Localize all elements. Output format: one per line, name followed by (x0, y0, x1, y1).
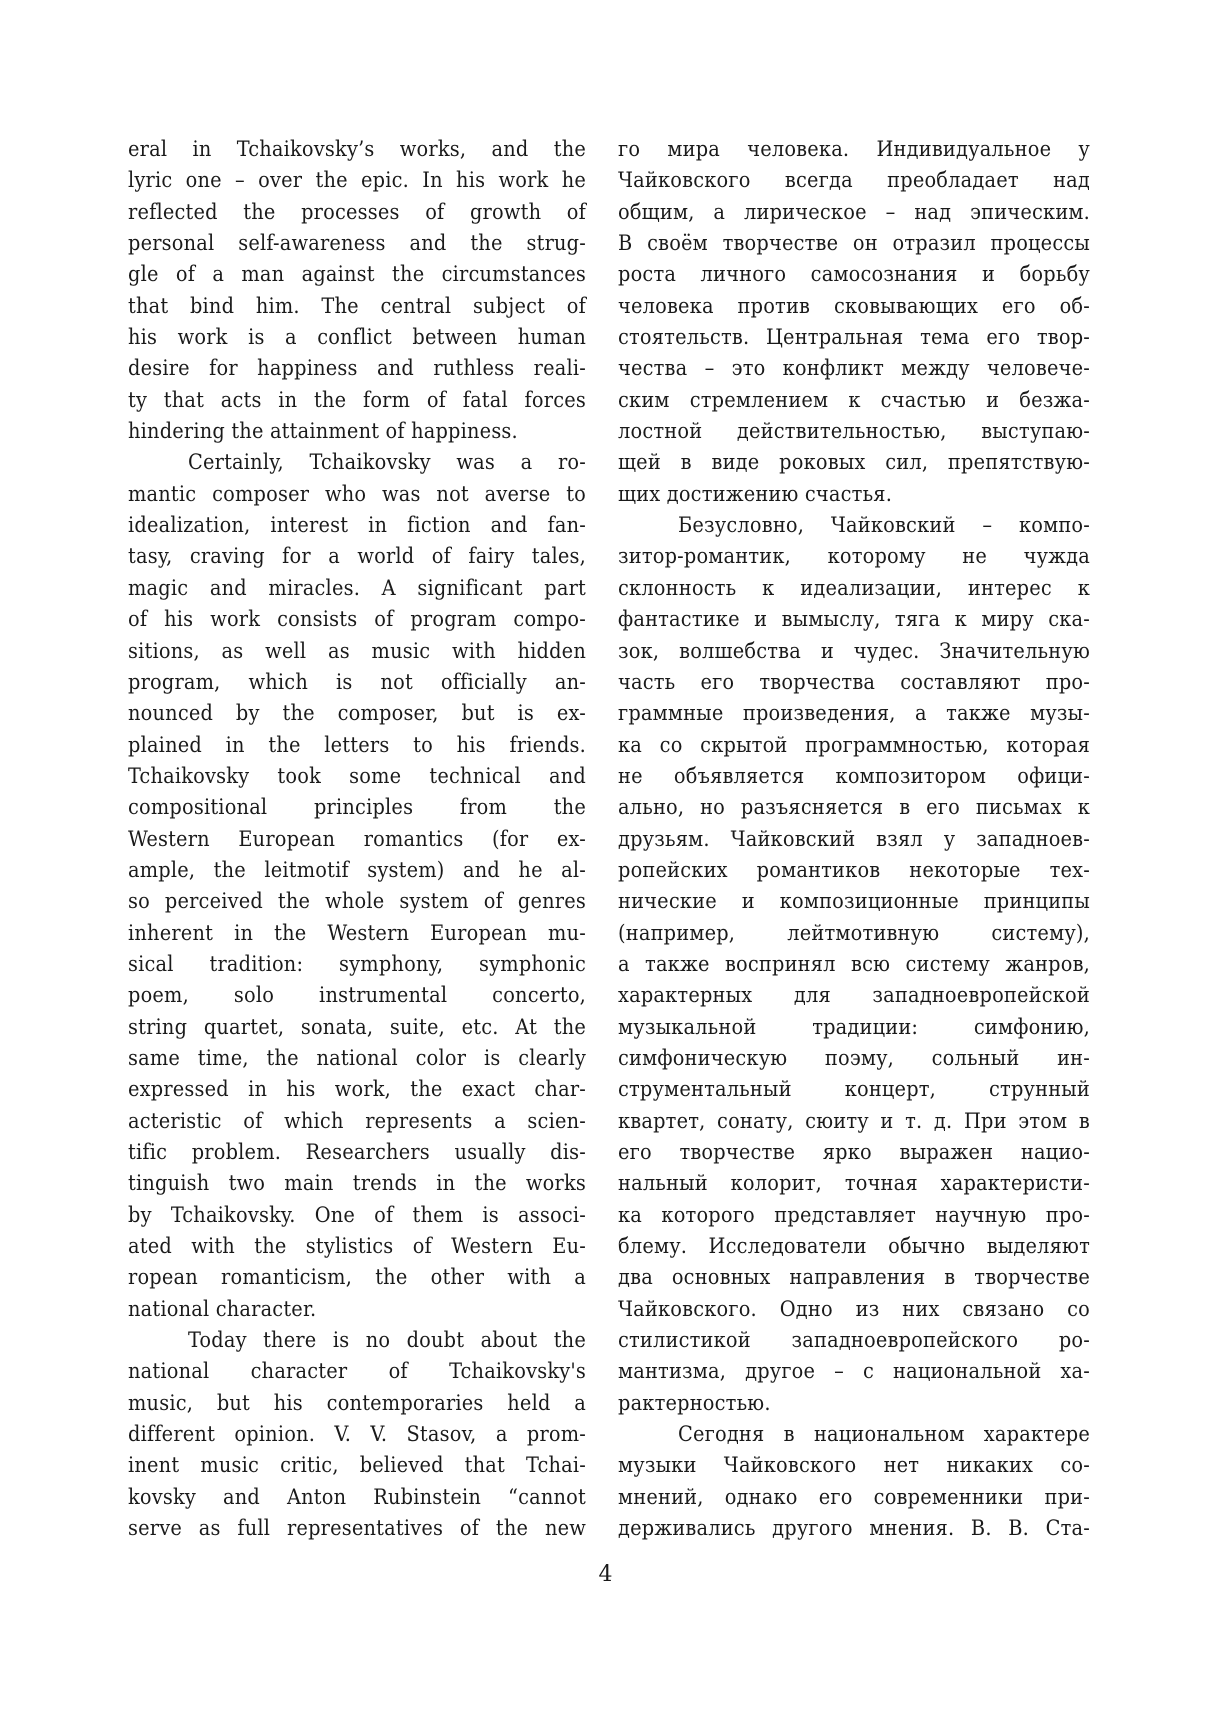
text-line: plained in the letters to his friends. (128, 732, 586, 758)
text-line: склонность к идеализации, интерес к (618, 575, 1090, 601)
text-line: стилистикой западноевропейского ро- (618, 1328, 1090, 1354)
text-line: Чайковского всегда преобладает над (618, 168, 1090, 194)
text-line: не объявляется композитором офици- (618, 763, 1090, 789)
text-line: ским стремлением к счастью и безжа- (618, 387, 1090, 413)
text-line: mantic composer who was not averse to (128, 481, 586, 507)
text-line: string quartet, sonata, suite, etc. At the (128, 1014, 586, 1040)
text-line: expressed in his work, the exact char- (128, 1077, 586, 1103)
text-line: same time, the national color is clearly (128, 1045, 586, 1071)
text-line: desire for happiness and ruthless reali- (128, 356, 586, 382)
text-line: ample, the leitmotif system) and he al- (128, 857, 586, 883)
text-line: стоятельств. Центральная тема его твор- (618, 325, 1090, 351)
text-line: sical tradition: symphony, symphonic (128, 951, 586, 977)
text-line: ропейских романтиков некоторые тех- (618, 857, 1090, 883)
text-line: фантастике и вымыслу, тяга к миру ска- (618, 607, 1090, 633)
text-line: граммные произведения, а также музы- (618, 701, 1090, 727)
text-line: serve as full representatives of the new (128, 1516, 586, 1542)
text-line: блему. Исследователи обычно выделяют (618, 1234, 1090, 1260)
text-line: человека против сковывающих его об- (618, 293, 1090, 319)
text-line: his work is a conflict between human (128, 325, 586, 351)
text-line: program, which is not officially an- (128, 669, 586, 695)
text-line: общим, а лирическое – над эпическим. (618, 199, 1090, 225)
text-line: music, but his contemporaries held a (128, 1390, 586, 1416)
text-line: Western European romantics (for ex- (128, 826, 586, 852)
text-line: magic and miracles. A significant part (128, 575, 586, 601)
text-line: lyric one – over the epic. In his work he (128, 168, 586, 194)
text-line: inent music critic, believed that Tchai- (128, 1453, 586, 1479)
text-line: acteristic of which represents a scien- (128, 1108, 586, 1134)
text-line: national character. (128, 1296, 317, 1322)
text-line: го мира человека. Индивидуальное у (618, 137, 1090, 162)
text-line: роста личного самосознания и борьбу (618, 262, 1090, 288)
text-line: compositional principles from the (128, 795, 586, 821)
text-line: а также воспринял всю систему жанров, (618, 951, 1090, 977)
text-line: Сегодня в национальном характере (678, 1422, 1090, 1448)
text-line: tific problem. Researchers usually dis- (128, 1140, 586, 1165)
text-line: gle of a man against the circumstances (128, 262, 586, 288)
text-line: kovsky and Anton Rubinstein “cannot (128, 1484, 586, 1510)
text-line: inherent in the Western European mu- (128, 920, 586, 946)
text-line: музыкальной традиции: симфонию, (618, 1014, 1090, 1040)
text-line: ка со скрытой программностью, которая (618, 732, 1090, 758)
text-line: симфоническую поэму, сольный ин- (618, 1045, 1090, 1071)
text-line: мантизма, другое – с национальной ха- (618, 1359, 1090, 1385)
text-line: Безусловно, Чайковский – компо- (678, 513, 1090, 539)
text-line: personal self-awareness and the strug- (128, 231, 586, 257)
text-line: щей в виде роковых сил, препятствую- (618, 450, 1090, 476)
text-line: его творчестве ярко выражен нацио- (618, 1140, 1090, 1165)
text-line: tinguish two main trends in the works (128, 1171, 586, 1197)
text-line: national character of Tchaikovsky's (128, 1359, 586, 1385)
text-line: that bind him. The central subject of (128, 293, 586, 319)
text-line: by Tchaikovsky. One of them is associ- (128, 1202, 586, 1228)
text-line: нальный колорит, точная характеристи- (618, 1171, 1090, 1197)
text-line: зитор-романтик, которому не чужда (618, 544, 1090, 570)
text-line: ка которого представляет научную про- (618, 1202, 1090, 1228)
text-line: мнений, однако его современники при- (618, 1484, 1090, 1510)
text-line: лостной действительностью, выступаю- (618, 419, 1090, 445)
text-line: В своём творчестве он отразил процессы (618, 231, 1090, 257)
text-line: poem, solo instrumental concerto, (128, 983, 586, 1009)
text-line: держивались другого мнения. В. В. Ста- (618, 1516, 1090, 1542)
text-line: рактерностью. (618, 1390, 771, 1416)
text-line: щих достижению счастья. (618, 481, 893, 507)
text-line: квартет, сонату, сюиту и т. д. При этом в (618, 1108, 1090, 1134)
text-line: Certainly, Tchaikovsky was a ro- (188, 450, 586, 476)
text-line: eral in Tchaikovsky’s works, and the (128, 137, 586, 162)
text-line: different opinion. V. V. Stasov, a prom- (128, 1422, 586, 1448)
text-line: ated with the stylistics of Western Eu- (128, 1234, 586, 1260)
text-line: ально, но разъясняется в его письмах к (618, 795, 1090, 821)
text-line: ropean romanticism, the other with a (128, 1265, 586, 1291)
text-line: (например, лейтмотивную систему), (618, 920, 1090, 946)
russian-column (618, 134, 1090, 1544)
text-line: зок, волшебства и чудес. Значительную (618, 638, 1090, 664)
text-line: чества – это конфликт между человече- (618, 356, 1090, 382)
text-line: of his work consists of program compo- (128, 607, 586, 633)
english-column (128, 134, 586, 1544)
text-line: so perceived the whole system of genres (128, 889, 586, 915)
text-line: hindering the attainment of happiness. (128, 419, 518, 445)
text-line: часть его творчества составляют про- (618, 669, 1090, 695)
text-line: Tchaikovsky took some technical and (128, 763, 586, 789)
text-line: reflected the processes of growth of (128, 199, 586, 225)
text-line: друзьям. Чайковский взял у западноев- (618, 826, 1090, 852)
text-line: idealization, interest in fiction and fan- (128, 513, 586, 539)
text-line: ty that acts in the form of fatal forces (128, 387, 586, 413)
text-line: Чайковского. Одно из них связано со (618, 1296, 1090, 1322)
text-line: nounced by the composer, but is ex- (128, 701, 586, 727)
text-line: нические и композиционные принципы (618, 889, 1090, 915)
text-line: музыки Чайковского нет никаких со- (618, 1453, 1090, 1479)
text-line: два основных направления в творчестве (618, 1265, 1090, 1291)
text-line: sitions, as well as music with hidden (128, 638, 586, 664)
text-line: характерных для западноевропейской (618, 983, 1090, 1009)
text-line: струментальный концерт, струнный (618, 1077, 1090, 1103)
text-line: tasy, craving for a world of fairy tales, (128, 544, 586, 570)
page-number: 4 (598, 1562, 613, 1587)
text-line: Today there is no doubt about the (188, 1328, 586, 1354)
